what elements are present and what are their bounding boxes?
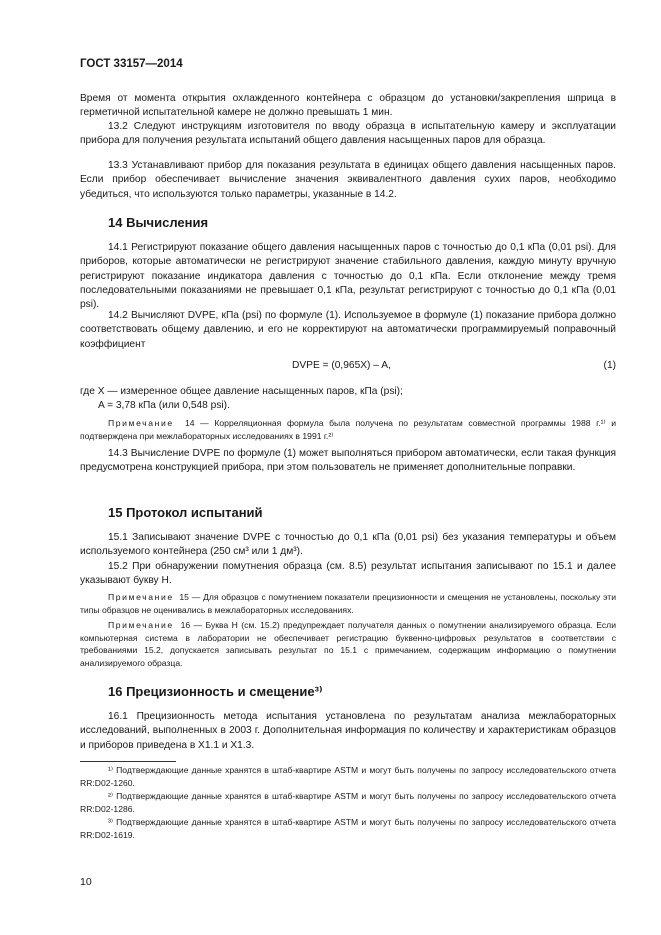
paragraph-14-3: 14.3 Вычисление DVPE по формуле (1) может выполняться прибором автоматически, если такая функция предусмотрена конструкцией прибора, при этом пользователь не применяет дополнительные поправки.: [80, 448, 616, 474]
note-14: Примечание 14 — Корреляционная формула была получена по результатам совместной программы 1988 г.¹⁾ и подтверждена при межлабораторных исследованиях в 1991 г.²⁾: [80, 418, 616, 441]
page-number: 10: [80, 876, 92, 888]
paragraph-14-2: 14.2 Вычисляют DVPE, кПа (psi) по формуле (1). Используемое в формуле (1) показание прибора должно соответствовать общему давлению, и его не корректируют на автоматически программируемый поправочный коэффициент: [80, 310, 616, 350]
footnote-3: ³⁾ Подтверждающие данные хранятся в штаб-квартире ASTM и могут быть получены по запросу исследовательского отчета RR:D02-1619.: [80, 817, 616, 840]
section-heading-16: 16 Прецизионность и смещение³⁾: [108, 684, 323, 699]
note-16: Примечание 16 — Буква Н (см. 15.2) предупреждает получателя данных о помутнении анализируемого образца. Если компьютерная система в лаборатории не обеспечивает регистрацию буквенно-цифровых результатов в соответствии с требованиями 15.2, допускается записывать результат по 15.1 с примечанием, содержащим информацию о помутнении анализируемого образца.: [80, 620, 616, 668]
footnote-2: ²⁾ Подтверждающие данные хранятся в штаб-квартире ASTM и могут быть получены по запросу исследовательского отчета RR:D02-1286.: [80, 791, 616, 814]
document-header: ГОСТ 33157—2014: [80, 58, 183, 70]
paragraph-intro: Время от момента открытия охлажденного контейнера с образцом до установки/закрепления шприца в герметичной испытательной камере не должно превышать 1 мин.: [80, 93, 616, 119]
paragraph-13-3: 13.3 Устанавливают прибор для показания результата в единицах общего давления насыщенных паров. Если прибор обеспечивает вычисление значения эквивалентного давления сухих паров, необходимо убедиться, что используются только параметры, указанные в 14.2.: [80, 160, 616, 200]
formula-legend: где X — измеренное общее давление насыщенных паров, кПа (psi); A = 3,78 кПа (или 0,548 psi).: [80, 386, 403, 412]
section-heading-15: 15 Протокол испытаний: [108, 505, 263, 520]
note-15: Примечание 15 — Для образцов с помутнением показатели прецизионности и смещения не установлены, поскольку эти типы образцов не оценивались в межлабораторных исследованиях.: [80, 592, 616, 615]
formula-number: (1): [603, 360, 616, 371]
paragraph-14-1: 14.1 Регистрируют показание общего давления насыщенных паров с точностью до 0,1 кПа (0,01 psi). Для приборов, которые автоматически не регистрируют значение стабильного давления, каждую минуту вручную регистрируют показание индикатора давления с точностью до 0,1 кПа. Если отклонение между тремя последовательными показаниями не превышает 0,1 кПа, результат регистрируют с точностью до 0,1 кПа (0,01 psi).: [80, 242, 616, 311]
paragraph-13-2: 13.2 Следуют инструкциям изготовителя по вводу образца в испытательную камеру и эксплуатации прибора для получения результата испытаний общего давления насыщенных паров для образца.: [80, 121, 616, 147]
footnote-divider: [80, 761, 176, 762]
section-heading-14: 14 Вычисления: [108, 215, 209, 230]
formula: DVPE = (0,965X) – A,: [292, 360, 391, 371]
footnotes: [80, 764, 616, 841]
paragraph-15-1: 15.1 Записывают значение DVPE с точностью до 0,1 кПа (0,01 psi) без указания температуры и объем используемого контейнера (250 см³ или 1 дм³).: [80, 532, 616, 558]
paragraph-15-2: 15.2 При обнаружении помутнения образца (см. 8.5) результат испытания записывают по 15.1 и далее указывают букву Н.: [80, 561, 616, 587]
footnote-1: ¹⁾ Подтверждающие данные хранятся в штаб-квартире ASTM и могут быть получены по запросу исследовательского отчета RR:D02-1260.: [80, 765, 616, 788]
paragraph-16-1: 16.1 Прецизионность метода испытания установлена по результатам анализа межлабораторных исследований, выполненных в 2003 г. Дополнительная информация по количеству и характеристикам образцов и приборов приведена в X1.1 и X1.3.: [80, 711, 616, 751]
